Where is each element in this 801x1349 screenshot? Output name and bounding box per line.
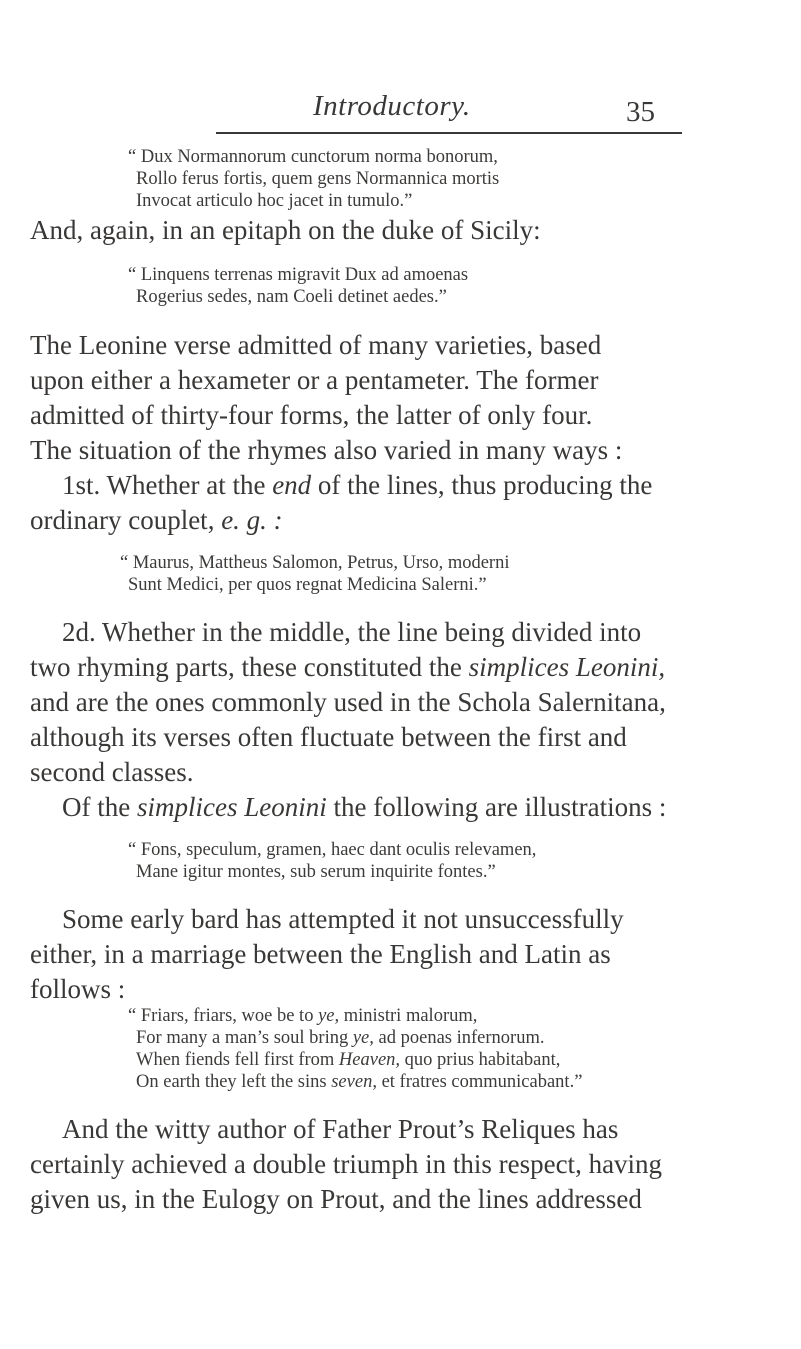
quote-line: “ Linquens terrenas migravit Dux ad amoenas	[128, 265, 469, 285]
text-run: “ Friars, friars, woe be to	[128, 1006, 319, 1026]
text-line: although its verses often fluctuate between the first and	[30, 722, 627, 752]
italic-word: seven,	[331, 1072, 377, 1092]
text-run: et fratres communicabant.”	[376, 1072, 583, 1092]
italic-word: Heaven,	[338, 1050, 401, 1070]
text-line: follows :	[30, 974, 126, 1004]
text-run: For many a man’s soul bring	[136, 1028, 353, 1048]
italic-word: ye,	[352, 1028, 374, 1048]
text-run: the following are illustrations :	[326, 792, 667, 822]
quote-line: Invocat articulo hoc jacet in tumulo.”	[136, 191, 413, 211]
text-run: quo prius habitabant,	[400, 1050, 561, 1070]
page-header	[0, 90, 801, 136]
text-line: and are the ones commonly used in the Schola Salernitana,	[30, 687, 666, 717]
quote-line	[136, 1071, 582, 1093]
text-line: And, again, in an epitaph on the duke of Sicily:	[30, 215, 541, 245]
text-line: either, in a marriage between the English and Latin as	[30, 939, 611, 969]
text-line: given us, in the Eulogy on Prout, and the lines addressed	[30, 1184, 642, 1214]
page-number: 35	[626, 96, 655, 128]
text-line: certainly achieved a double triumph in this respect, having	[30, 1149, 663, 1179]
quote-line	[128, 1005, 477, 1027]
quote-line: Rogerius sedes, nam Coeli detinet aedes.”	[136, 287, 447, 307]
text-line: 2d. Whether in the middle, the line being divided into	[62, 617, 642, 647]
text-run: On earth they left the sins	[136, 1072, 332, 1092]
text-run: 1st. Whether at the	[62, 470, 273, 500]
header-rule	[216, 132, 682, 134]
quote-line: Rollo ferus fortis, quem gens Normannica mortis	[136, 169, 500, 189]
quote-line: Sunt Medici, per quos regnat Medicina Salerni.”	[128, 575, 487, 595]
text-line	[30, 505, 283, 536]
text-run: of the lines, thus producing the	[311, 470, 653, 500]
text-line	[30, 652, 665, 683]
text-run: two rhyming parts, these constituted the	[30, 652, 469, 682]
text-line: Some early bard has attempted it not unsuccessfully	[62, 904, 624, 934]
quote-line: “ Maurus, Mattheus Salomon, Petrus, Urso, moderni	[120, 553, 510, 573]
text-line: admitted of thirty-four forms, the latter of only four.	[30, 400, 593, 430]
text-run: ad poenas infernorum.	[373, 1028, 545, 1048]
italic-term: simplices Leonini	[136, 792, 327, 822]
quote-line	[136, 1027, 544, 1049]
text-run: ministri malorum,	[339, 1006, 478, 1026]
italic-term: end	[272, 470, 312, 500]
italic-word: ye,	[318, 1006, 340, 1026]
text-line: second classes.	[30, 757, 194, 787]
text-run: Of the	[62, 792, 137, 822]
quote-line: “ Dux Normannorum cunctorum norma bonorum,	[128, 147, 498, 167]
text-line: And the witty author of Father Prout’s Reliques has	[62, 1114, 619, 1144]
quote-line: Mane igitur montes, sub serum inquirite fontes.”	[136, 862, 496, 882]
text-line	[62, 792, 666, 823]
quote-line	[136, 1049, 560, 1071]
text-line	[62, 470, 652, 501]
text-run: ordinary couplet,	[30, 505, 222, 535]
text-line: upon either a hexameter or a pentameter. The former	[30, 365, 599, 395]
text-run: When fiends fell first from	[136, 1050, 339, 1070]
quote-line: “ Fons, speculum, gramen, haec dant oculis relevamen,	[128, 840, 537, 860]
text-line: The Leonine verse admitted of many varieties, based	[30, 330, 602, 360]
text-line: The situation of the rhymes also varied in many ways :	[30, 435, 623, 465]
italic-abbrev: e. g. :	[221, 505, 283, 535]
running-title: Introductory.	[313, 90, 471, 122]
italic-term: simplices Leonini,	[468, 652, 666, 682]
